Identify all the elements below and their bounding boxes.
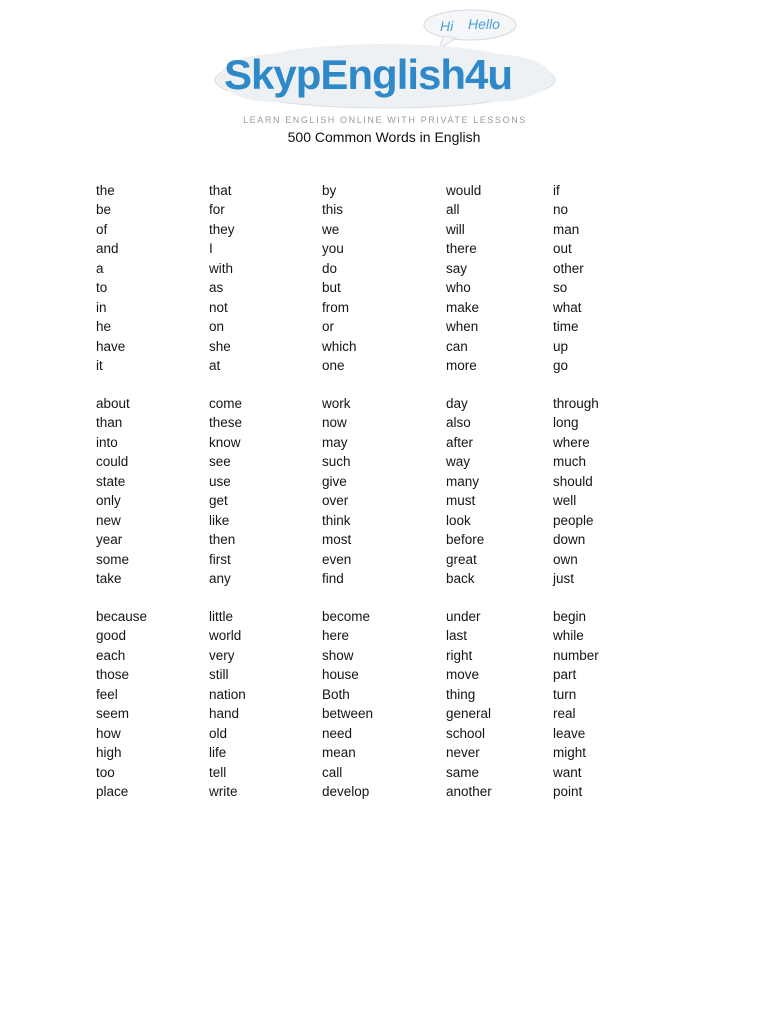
word-item: some xyxy=(96,551,130,567)
word-item: year xyxy=(96,532,123,548)
word-item: so xyxy=(553,280,568,296)
word-item: long xyxy=(553,415,579,431)
bubble-hello-text: Hello xyxy=(468,16,500,32)
word-item: other xyxy=(553,260,584,276)
word-item: do xyxy=(322,260,338,276)
word-item: well xyxy=(553,493,577,509)
word-column xyxy=(209,607,246,801)
word-item: most xyxy=(322,532,352,548)
word-item: never xyxy=(446,745,480,761)
word-column xyxy=(553,181,584,375)
word-item: such xyxy=(322,454,351,470)
word-item: to xyxy=(96,280,108,296)
word-item: just xyxy=(553,570,575,586)
word-item: when xyxy=(446,319,479,335)
word-item: now xyxy=(322,415,347,431)
word-item: the xyxy=(96,183,115,198)
word-item: any xyxy=(209,570,231,586)
word-item: place xyxy=(96,783,129,799)
word-item: new xyxy=(96,512,121,528)
word-item: write xyxy=(209,783,238,799)
brand-logo xyxy=(212,8,558,126)
word-item: he xyxy=(96,319,112,335)
word-column xyxy=(96,181,125,375)
word-item: get xyxy=(209,493,228,509)
word-item: up xyxy=(553,338,569,354)
word-item: under xyxy=(446,609,481,624)
word-item: but xyxy=(322,280,341,296)
word-item: I xyxy=(209,241,213,257)
word-item: tell xyxy=(209,764,227,780)
word-item: time xyxy=(553,319,579,335)
word-item: all xyxy=(446,202,460,218)
word-item: must xyxy=(446,493,476,509)
word-item: school xyxy=(446,725,486,741)
word-item: go xyxy=(553,357,569,373)
word-item: day xyxy=(446,396,468,411)
word-column xyxy=(322,394,351,588)
word-item: also xyxy=(446,415,471,431)
word-item: another xyxy=(446,783,492,799)
word-item: it xyxy=(96,357,103,373)
word-item: could xyxy=(96,454,129,470)
word-item: than xyxy=(96,415,123,431)
word-item: hand xyxy=(209,706,240,722)
word-item: those xyxy=(96,667,130,683)
word-item: move xyxy=(446,667,480,683)
word-item: who xyxy=(446,280,471,296)
word-item: and xyxy=(96,241,119,257)
word-item: how xyxy=(96,725,121,741)
word-column xyxy=(553,607,599,801)
word-item: as xyxy=(209,280,224,296)
bubble-hi-text: Hi xyxy=(440,18,454,34)
document-title: 500 Common Words in English xyxy=(287,129,481,145)
logo-graphic xyxy=(212,8,558,126)
word-item: thing xyxy=(446,686,476,702)
word-item: if xyxy=(553,183,560,198)
word-column xyxy=(209,394,242,588)
word-item: very xyxy=(209,647,235,663)
word-item: into xyxy=(96,434,118,450)
word-item: become xyxy=(322,609,371,624)
word-item: call xyxy=(322,764,343,780)
word-item: nation xyxy=(209,686,246,702)
word-item: number xyxy=(553,647,599,663)
word-item: much xyxy=(553,454,587,470)
word-item: show xyxy=(322,647,354,663)
word-item: have xyxy=(96,338,126,354)
word-item: not xyxy=(209,299,228,315)
word-item: state xyxy=(96,473,126,489)
word-item: still xyxy=(209,667,229,683)
word-item: too xyxy=(96,764,115,780)
word-item: of xyxy=(96,221,108,237)
word-item: from xyxy=(322,299,349,315)
word-item: before xyxy=(446,532,485,548)
word-item: feel xyxy=(96,686,118,702)
word-column xyxy=(96,607,147,801)
word-item: take xyxy=(96,570,122,586)
word-item: in xyxy=(96,299,107,315)
word-item: there xyxy=(446,241,477,257)
word-item: be xyxy=(96,202,112,218)
word-item: man xyxy=(553,221,580,237)
word-item: want xyxy=(553,764,582,780)
word-item: this xyxy=(322,202,344,218)
word-item: at xyxy=(209,357,221,373)
word-item: can xyxy=(446,338,468,354)
word-column xyxy=(322,607,373,801)
word-item: say xyxy=(446,260,468,276)
word-column xyxy=(322,181,357,375)
word-item: know xyxy=(209,434,241,450)
word-item: back xyxy=(446,570,475,586)
word-item: Both xyxy=(322,686,350,702)
word-item: turn xyxy=(553,686,577,702)
word-item: one xyxy=(322,357,345,373)
word-item: more xyxy=(446,357,477,373)
word-item: might xyxy=(553,745,587,761)
word-item: down xyxy=(553,532,586,548)
word-item: by xyxy=(322,183,337,198)
word-item: old xyxy=(209,725,228,741)
word-item: right xyxy=(446,647,473,663)
word-item: house xyxy=(322,667,359,683)
word-item: give xyxy=(322,473,347,489)
word-item: she xyxy=(209,338,231,354)
word-column xyxy=(446,394,484,588)
word-item: even xyxy=(322,551,352,567)
word-item: or xyxy=(322,319,335,335)
word-item: then xyxy=(209,532,236,548)
word-item: about xyxy=(96,396,130,411)
word-column xyxy=(446,607,492,801)
word-item: general xyxy=(446,706,492,722)
word-item: great xyxy=(446,551,477,567)
word-item: we xyxy=(322,221,340,237)
word-item: these xyxy=(209,415,243,431)
word-item: only xyxy=(96,493,121,509)
word-item: good xyxy=(96,628,127,644)
word-item: seem xyxy=(96,706,130,722)
word-item: may xyxy=(322,434,348,450)
word-item: because xyxy=(96,609,148,624)
word-item: way xyxy=(446,454,471,470)
word-item: should xyxy=(553,473,593,489)
word-item: no xyxy=(553,202,569,218)
word-item: what xyxy=(553,299,582,315)
word-item: after xyxy=(446,434,474,450)
word-item: leave xyxy=(553,725,586,741)
word-item: with xyxy=(209,260,234,276)
word-item: where xyxy=(553,434,590,450)
word-item: through xyxy=(553,396,599,411)
speech-bubble-icon xyxy=(424,10,516,50)
word-item: real xyxy=(553,706,576,722)
word-item: last xyxy=(446,628,468,644)
word-item: over xyxy=(322,493,349,509)
word-item: high xyxy=(96,745,122,761)
word-item: would xyxy=(446,183,482,198)
word-item: same xyxy=(446,764,480,780)
word-item: which xyxy=(322,338,357,354)
word-item: develop xyxy=(322,783,370,799)
word-item: while xyxy=(553,628,584,644)
word-item: use xyxy=(209,473,231,489)
word-item: out xyxy=(553,241,572,257)
word-item: first xyxy=(209,551,231,567)
word-item: begin xyxy=(553,609,587,624)
word-column xyxy=(446,181,481,375)
word-item: mean xyxy=(322,745,356,761)
word-item: will xyxy=(446,221,465,237)
word-item: need xyxy=(322,725,353,741)
word-item: each xyxy=(96,647,126,663)
word-item: look xyxy=(446,512,471,528)
word-column xyxy=(209,181,235,375)
word-item: world xyxy=(209,628,242,644)
word-item: life xyxy=(209,745,227,761)
word-item: they xyxy=(209,221,235,237)
word-item: between xyxy=(322,706,374,722)
word-item: here xyxy=(322,628,350,644)
word-item: that xyxy=(209,183,232,198)
word-item: many xyxy=(446,473,480,489)
word-item: see xyxy=(209,454,231,470)
word-item: find xyxy=(322,570,344,586)
word-item: on xyxy=(209,319,225,335)
brand-tagline: LEARN ENGLISH ONLINE WITH PRIVATE LESSONS xyxy=(243,115,527,125)
word-item: you xyxy=(322,241,344,257)
word-item: a xyxy=(96,260,104,276)
word-item: people xyxy=(553,512,594,528)
word-item: make xyxy=(446,299,480,315)
word-item: for xyxy=(209,202,225,218)
word-item: own xyxy=(553,551,578,567)
word-item: think xyxy=(322,512,351,528)
word-column xyxy=(96,394,130,588)
brand-wordmark: SkypEnglish4u xyxy=(224,51,513,98)
word-item: point xyxy=(553,783,583,799)
word-item: little xyxy=(209,609,234,624)
word-item: come xyxy=(209,396,243,411)
word-item: like xyxy=(209,512,230,528)
word-column xyxy=(553,394,599,588)
word-item: work xyxy=(322,396,351,411)
word-item: part xyxy=(553,667,577,683)
